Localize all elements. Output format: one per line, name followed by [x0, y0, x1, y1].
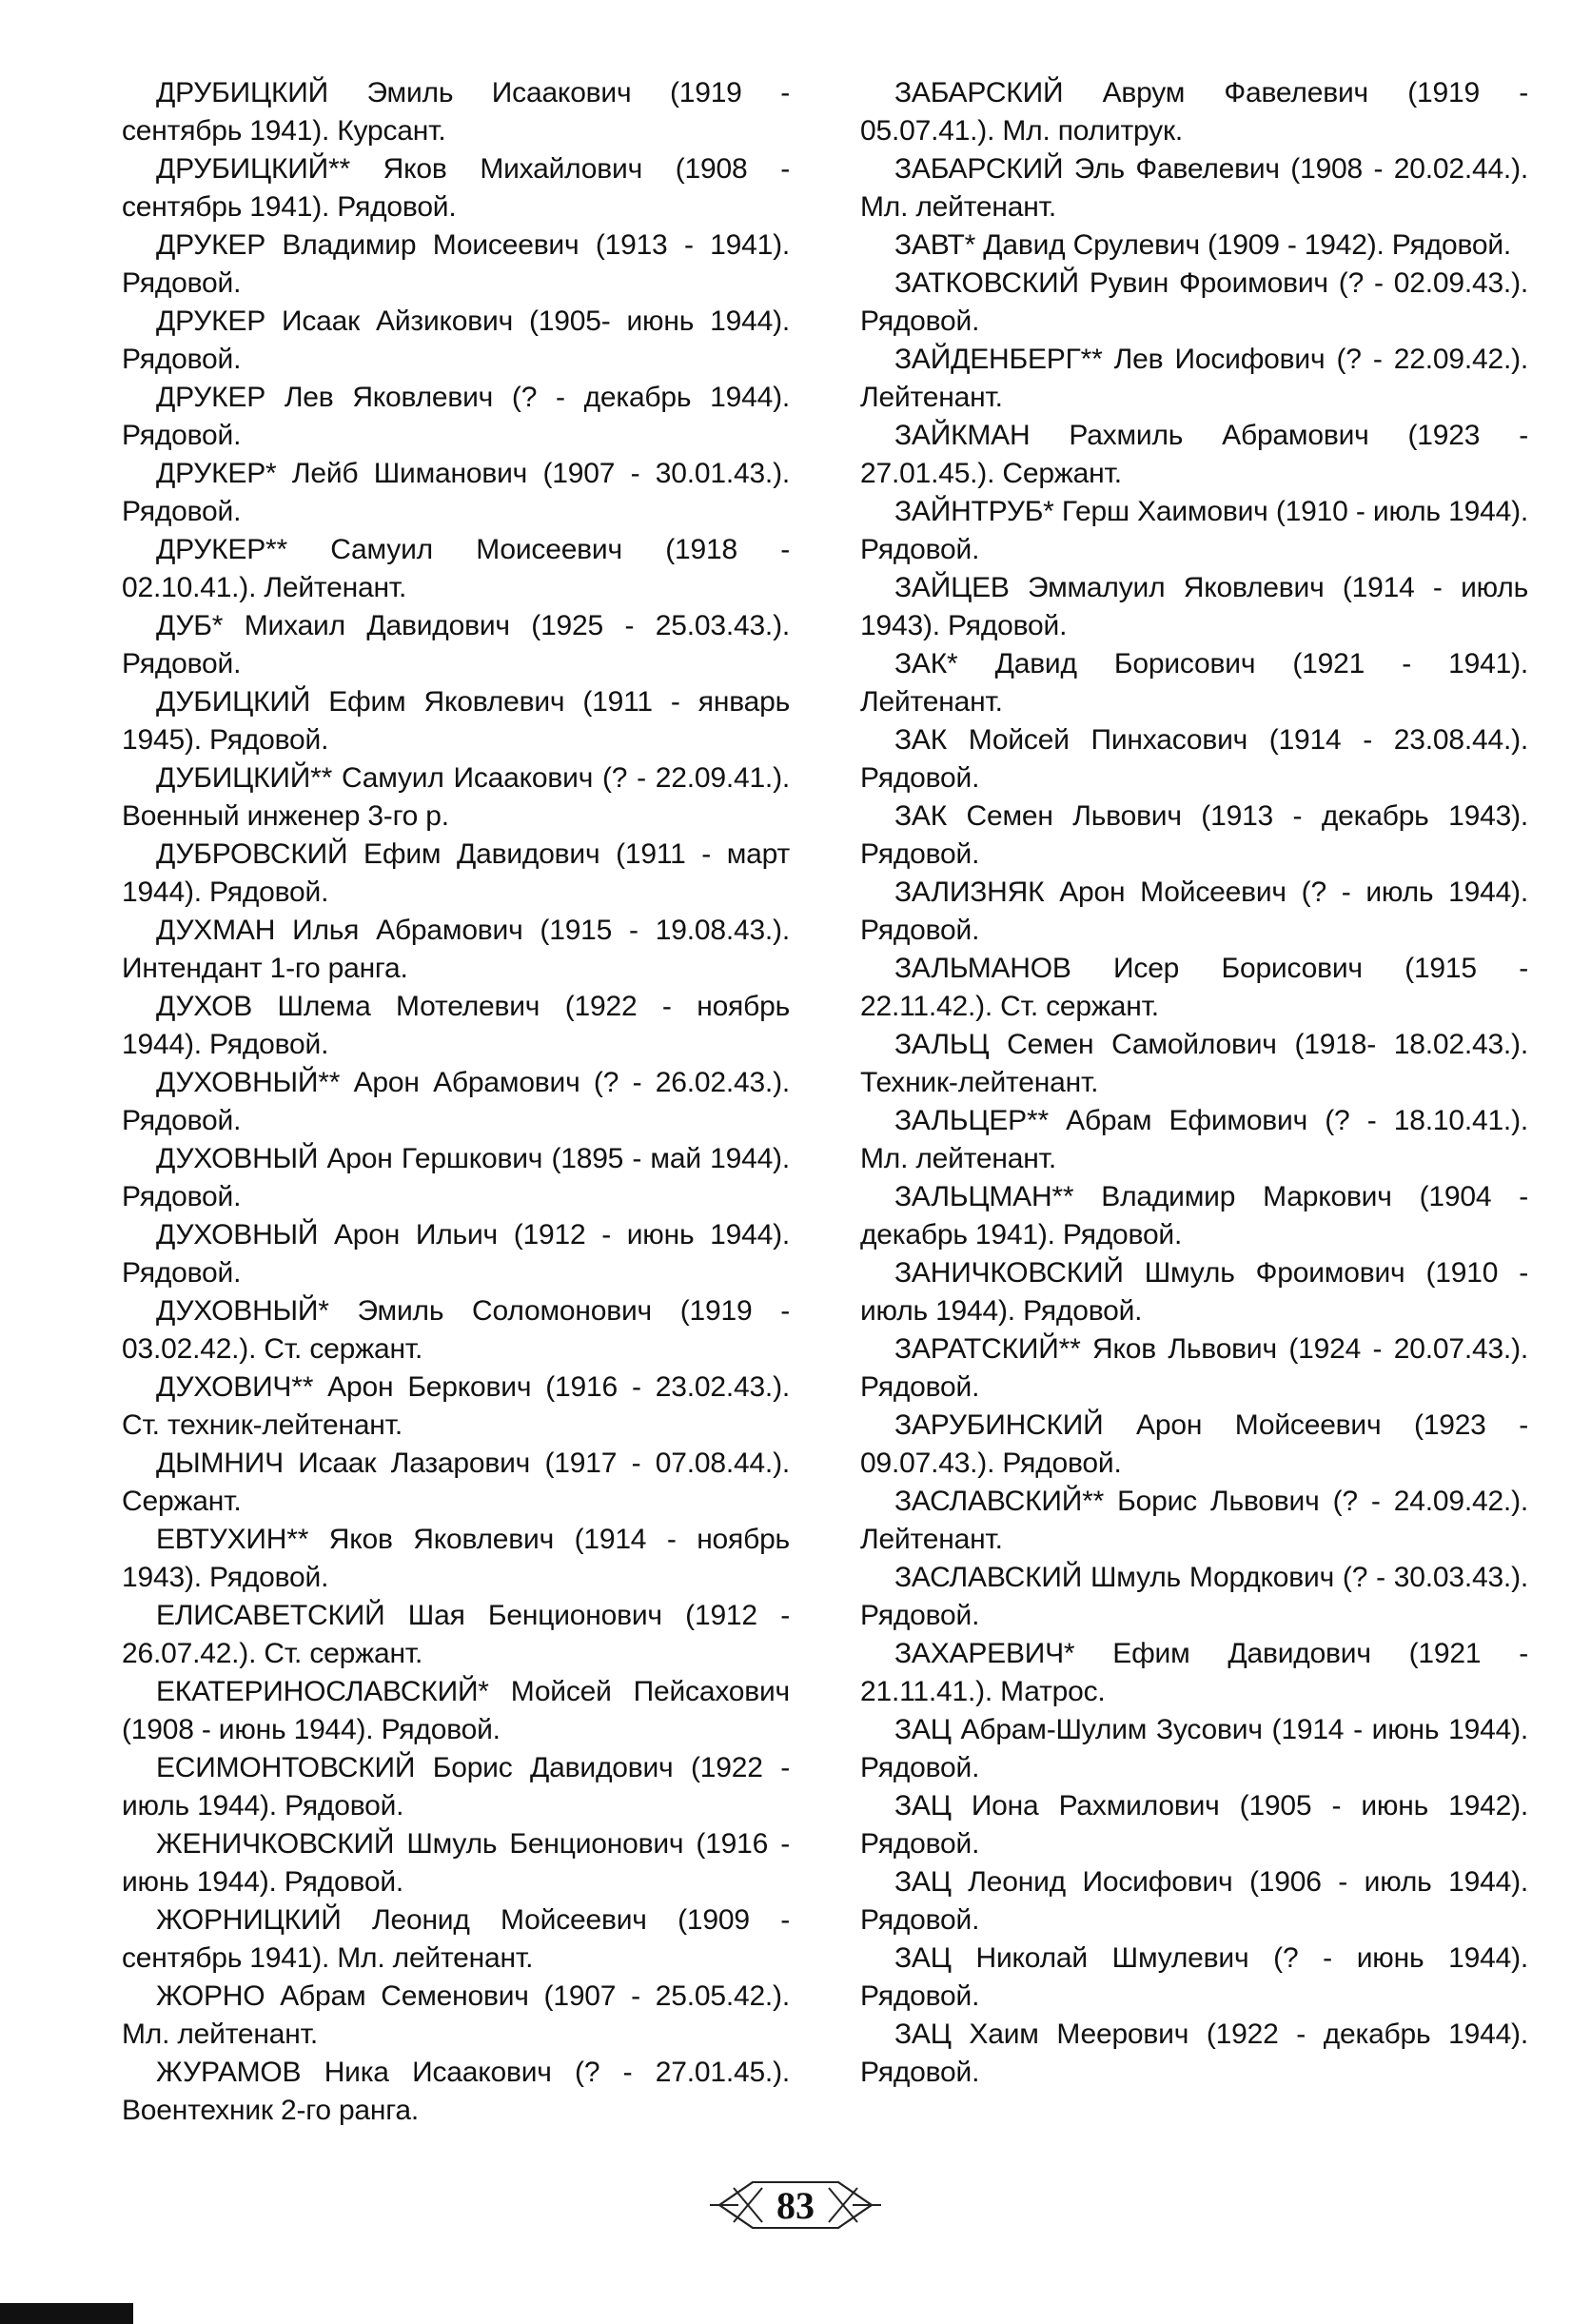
entry: ЕКАТЕРИНОСЛАВСКИЙ* Мойсей Пейсахович (1908 - июнь 1944). Рядовой. — [122, 1676, 790, 1745]
entry: ЗАБАРСКИЙ Аврум Фавелевич (1919 - 05.07.41.). Мл. политрук. — [860, 77, 1528, 147]
entry: ЕСИМОНТОВСКИЙ Борис Давидович (1922 - июль 1944). Рядовой. — [122, 1752, 790, 1822]
entry: ЗАК* Давид Борисович (1921 - 1941). Лейтенант. — [860, 648, 1528, 718]
page-number-ornament — [710, 2175, 881, 2235]
entry: ЗАНИЧКОВСКИЙ Шмуль Фроимович (1910 - июль 1944). Рядовой. — [860, 1257, 1528, 1327]
entry: ЗАЛЬЦЕР** Абрам Ефимович (? - 18.10.41.). Мл. лейтенант. — [860, 1105, 1528, 1174]
entry: ЗАЙДЕНБЕРГ** Лев Иосифович (? - 22.09.42.). Лейтенант. — [860, 344, 1528, 413]
entry: ЖЕНИЧКОВСКИЙ Шмуль Бенционович (1916 - июнь 1944). Рядовой. — [122, 1828, 790, 1898]
entry: ЗАЦ Иона Рахмилович (1905 - июнь 1942). Рядовой. — [860, 1790, 1528, 1860]
entry: ДРУБИЦКИЙ** Яков Михайлович (1908 - сентябрь 1941). Рядовой. — [122, 153, 790, 223]
entry: ЕВТУХИН** Яков Яковлевич (1914 - ноябрь 1943). Рядовой. — [122, 1524, 790, 1593]
entry: ДРУКЕР Владимир Моисеевич (1913 - 1941). Рядовой. — [122, 229, 790, 299]
entry: ЗАК Семен Львович (1913 - декабрь 1943). Рядовой. — [860, 800, 1528, 870]
entry: ЗАЦ Леонид Иосифович (1906 - июль 1944). Рядовой. — [860, 1866, 1528, 1936]
entry: ЗАЛЬЦМАН** Владимир Маркович (1904 - декабрь 1941). Рядовой. — [860, 1181, 1528, 1251]
entry: ЖОРНО Абрам Семенович (1907 - 25.05.42.). Мл. лейтенант. — [122, 1980, 790, 2050]
entry: ЗАТКОВСКИЙ Рувин Фроимович (? - 02.09.43.). Рядовой. — [860, 267, 1528, 337]
entry: ДРУБИЦКИЙ Эмиль Исаакович (1919 - сентябрь 1941). Курсант. — [122, 77, 790, 147]
page-number: 83 — [776, 2183, 815, 2227]
entry: ДУХОВНЫЙ Арон Ильич (1912 - июнь 1944). Рядовой. — [122, 1219, 790, 1289]
entry: ДУХОВНЫЙ* Эмиль Соломонович (1919 - 03.02.42.). Ст. сержант. — [122, 1295, 790, 1365]
entry: ЗАК Мойсей Пинхасович (1914 - 23.08.44.). Рядовой. — [860, 724, 1528, 794]
page-footer — [0, 2172, 1591, 2238]
entry: ДРУКЕР Исаак Айзикович (1905- июнь 1944). Рядовой. — [122, 305, 790, 375]
scan-edge-shadow — [0, 2303, 133, 2324]
entry: ДУХОВНЫЙ Арон Гершкович (1895 - май 1944). Рядовой. — [122, 1143, 790, 1212]
entry: ЗАСЛАВСКИЙ Шмуль Мордкович (? - 30.03.43.). Рядовой. — [860, 1562, 1528, 1631]
entry: ДУБИЦКИЙ** Самуил Исаакович (? - 22.09.41.). Военный инженер 3-го р. — [122, 762, 790, 832]
entry: ДРУКЕР* Лейб Шиманович (1907 - 30.01.43.). Рядовой. — [122, 458, 790, 527]
entry: ЗАЛЬЦ Семен Самойлович (1918- 18.02.43.). Техник-лейтенант. — [860, 1029, 1528, 1098]
entry: ЗАРУБИНСКИЙ Арон Мойсеевич (1923 - 09.07.43.). Рядовой. — [860, 1409, 1528, 1479]
entry: ДРУКЕР Лев Яковлевич (? - декабрь 1944). Рядовой. — [122, 382, 790, 451]
entry: ДУХОВ Шлема Мотелевич (1922 - ноябрь 1944). Рядовой. — [122, 991, 790, 1060]
entry: ЗАХАРЕВИЧ* Ефим Давидович (1921 - 21.11.41.). Матрос. — [860, 1638, 1528, 1707]
entry: ДУБИЦКИЙ Ефим Яковлевич (1911 - январь 1945). Рядовой. — [122, 686, 790, 756]
entry: ЗАЦ Николай Шмулевич (? - июнь 1944). Рядовой. — [860, 1942, 1528, 2012]
entry: ЗАВТ* Давид Срулевич (1909 - 1942). Рядовой. — [894, 229, 1512, 261]
entry: ДЫМНИЧ Исаак Лазарович (1917 - 07.08.44.). Сержант. — [122, 1448, 790, 1517]
left-column — [122, 74, 790, 2130]
entry: ЗАЙЦЕВ Эммалуил Яковлевич (1914 - июль 1943). Рядовой. — [860, 572, 1528, 641]
entry: ЗАЙНТРУБ* Герш Хаимович (1910 - июль 1944). Рядовой. — [860, 496, 1528, 565]
entry: ДУБ* Михаил Давидович (1925 - 25.03.43.). Рядовой. — [122, 610, 790, 679]
entry: ЖОРНИЦКИЙ Леонид Мойсеевич (1909 - сентябрь 1941). Мл. лейтенант. — [122, 1904, 790, 1974]
entry: ЗАРАТСКИЙ** Яков Львович (1924 - 20.07.43.). Рядовой. — [860, 1333, 1528, 1403]
entry: ЕЛИСАВЕТСКИЙ Шая Бенционович (1912 - 26.07.42.). Ст. сержант. — [122, 1600, 790, 1669]
entry: ЗАЦ Абрам-Шулим Зусович (1914 - июнь 1944). Рядовой. — [860, 1714, 1528, 1783]
entry: ЗАЛИЗНЯК Арон Мойсеевич (? - июль 1944). Рядовой. — [860, 876, 1528, 946]
entry: ДУБРОВСКИЙ Ефим Давидович (1911 - март 1944). Рядовой. — [122, 838, 790, 908]
entry: ДРУКЕР** Самуил Моисеевич (1918 - 02.10.41.). Лейтенант. — [122, 534, 790, 603]
right-column — [860, 74, 1528, 2092]
entry: ДУХОВИЧ** Арон Беркович (1916 - 23.02.43.). Ст. техник-лейтенант. — [122, 1371, 790, 1441]
entry: ЗАСЛАВСКИЙ** Борис Львович (? - 24.09.42.). Лейтенант. — [860, 1486, 1528, 1555]
entry: ЗАБАРСКИЙ Эль Фавелевич (1908 - 20.02.44.). Мл. лейтенант. — [860, 153, 1528, 223]
entry: ЖУРАМОВ Ника Исаакович (? - 27.01.45.). Воентехник 2-го ранга. — [122, 2057, 790, 2126]
entry: ДУХОВНЫЙ** Арон Абрамович (? - 26.02.43.). Рядовой. — [122, 1067, 790, 1136]
entry: ЗАЛЬМАНОВ Исер Борисович (1915 - 22.11.42.). Ст. сержант. — [860, 953, 1528, 1022]
entry: ДУХМАН Илья Абрамович (1915 - 19.08.43.). Интендант 1-го ранга. — [122, 915, 790, 984]
entry: ЗАЙКМАН Рахмиль Абрамович (1923 - 27.01.45.). Сержант. — [860, 420, 1528, 489]
entry: ЗАЦ Хаим Меерович (1922 - декабрь 1944). Рядовой. — [860, 2019, 1528, 2088]
